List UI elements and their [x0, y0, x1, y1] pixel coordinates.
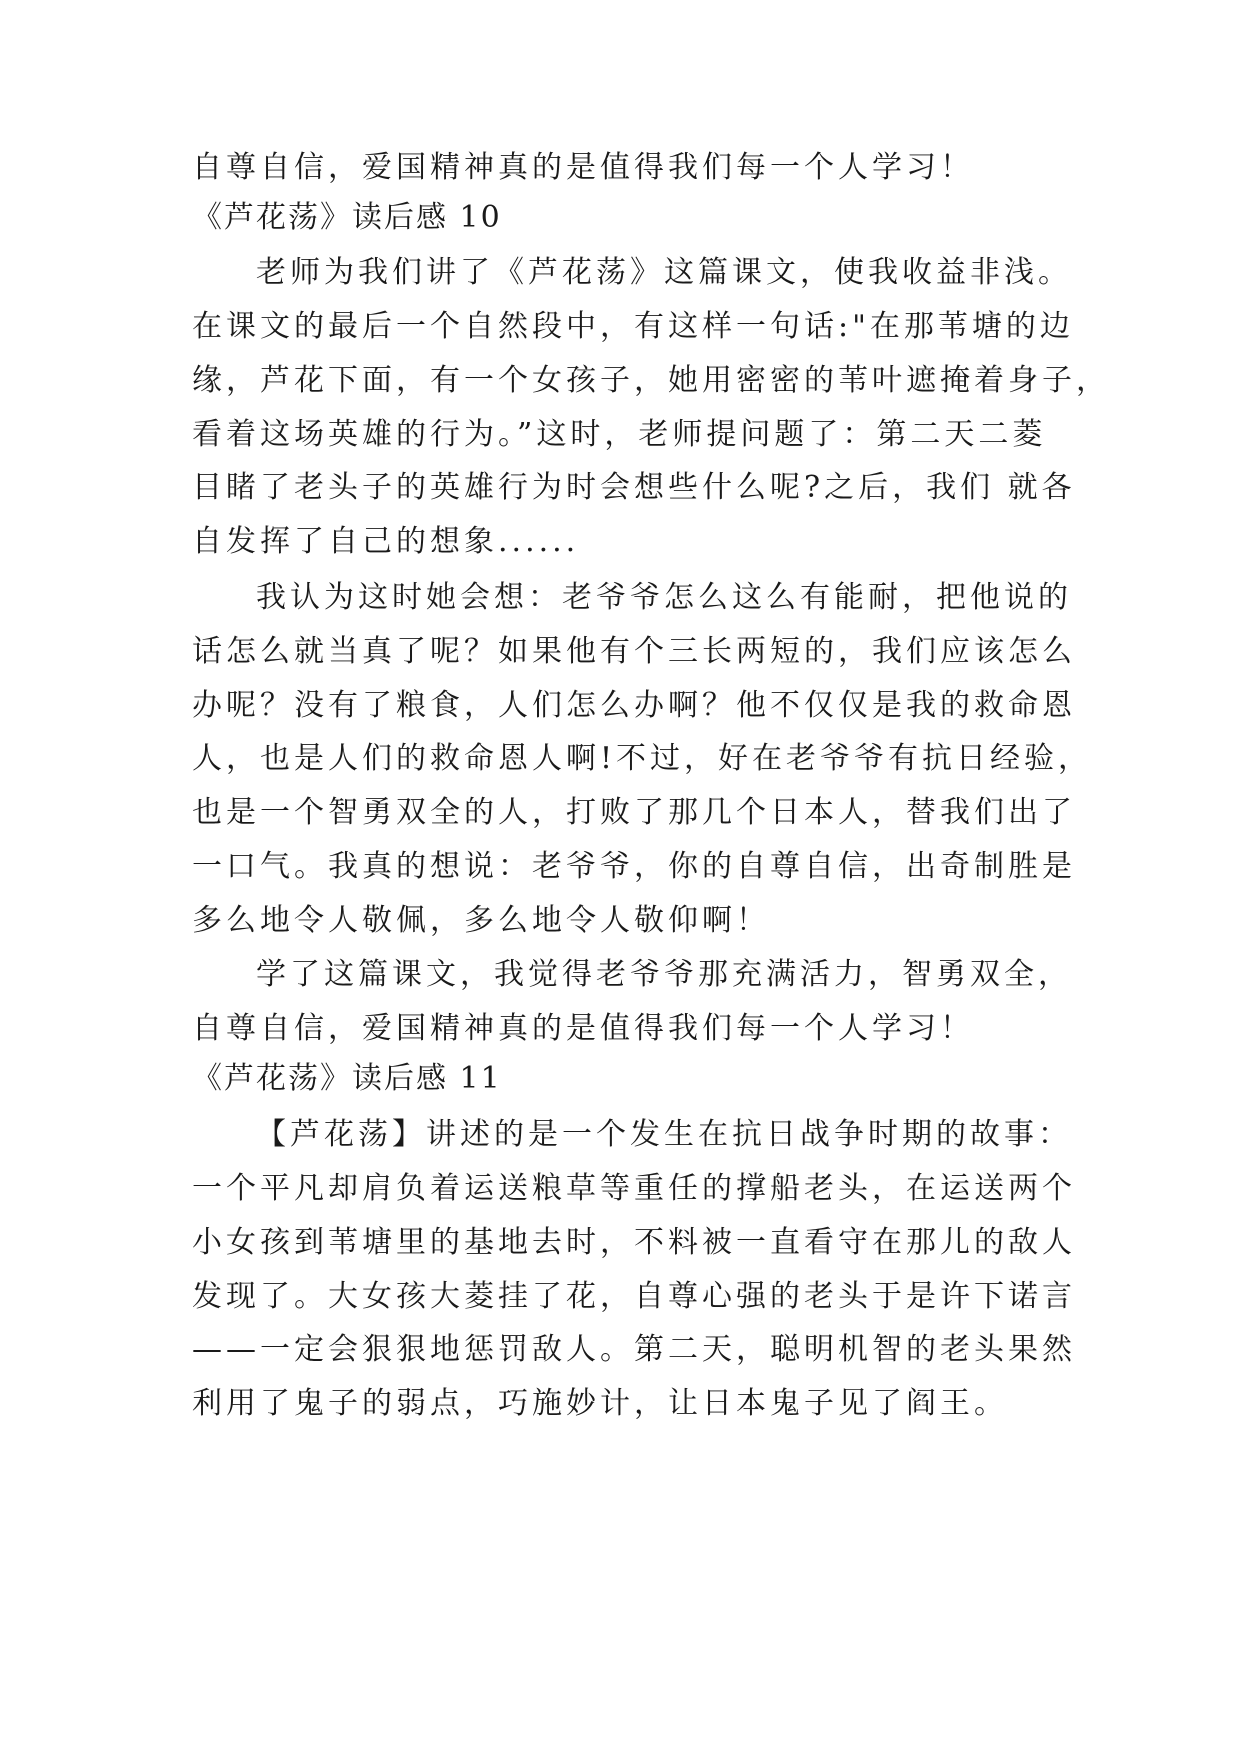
text-line: 自发挥了自己的想象......	[192, 524, 580, 559]
section-heading: 《芦花荡》读后感 11	[192, 1061, 502, 1096]
text-line: 一口气。我真的想说：老爷爷，你的自尊自信，出奇制胜是	[192, 849, 1076, 884]
text-line: 利用了鬼子的弱点，巧施妙计，让日本鬼子见了阎王。	[192, 1386, 1008, 1421]
paragraph-first-line: 我认为这时她会想：老爷爷怎么这么有能耐，把他说的	[256, 580, 1072, 615]
text-line: 缘，芦花下面，有一个女孩子，她用密密的苇叶遮掩着身子，	[192, 363, 1110, 398]
text-line: 自尊自信，爱国精神真的是值得我们每一个人学习！	[192, 1011, 974, 1046]
text-line: 在课文的最后一个自然段中，有这样一句话:"在那苇塘的边	[192, 309, 1074, 344]
text-line: 发现了。大女孩大菱挂了花，自尊心强的老头于是许下诺言	[192, 1279, 1076, 1314]
text-line: 话怎么就当真了呢？如果他有个三长两短的，我们应该怎么	[192, 634, 1076, 669]
text-line: 看着这场英雄的行为。”这时，老师提问题了：第二天二菱	[192, 417, 1047, 452]
paragraph-first-line: 老师为我们讲了《芦花荡》这篇课文，使我收益非浅。	[256, 255, 1072, 290]
paragraph-first-line: 【芦花荡】讲述的是一个发生在抗日战争时期的故事：	[256, 1117, 1072, 1152]
text-line: 办呢？没有了粮食，人们怎么办啊？他不仅仅是我的救命恩	[192, 688, 1076, 723]
text-line: 也是一个智勇双全的人，打败了那几个日本人，替我们出了	[192, 795, 1076, 830]
text-line: 一个平凡却肩负着运送粮草等重任的撑船老头，在运送两个	[192, 1171, 1076, 1206]
text-line: 多么地令人敬佩，多么地令人敬仰啊！	[192, 903, 770, 938]
paragraph-first-line: 学了这篇课文，我觉得老爷爷那充满活力，智勇双全，	[256, 957, 1072, 992]
text-line: 小女孩到苇塘里的基地去时，不料被一直看守在那儿的敌人	[192, 1225, 1076, 1260]
text-line: 目睹了老头子的英雄行为时会想些什么呢?之后，我们 就各	[192, 470, 1076, 505]
section-heading: 《芦花荡》读后感 10	[192, 200, 502, 235]
text-line: ——一定会狠狠地惩罚敌人。第二天，聪明机智的老头果然	[192, 1332, 1076, 1367]
text-line: 人，也是人们的救命恩人啊!不过，好在老爷爷有抗日经验，	[192, 741, 1093, 776]
text-line: 自尊自信，爱国精神真的是值得我们每一个人学习！	[192, 150, 974, 185]
